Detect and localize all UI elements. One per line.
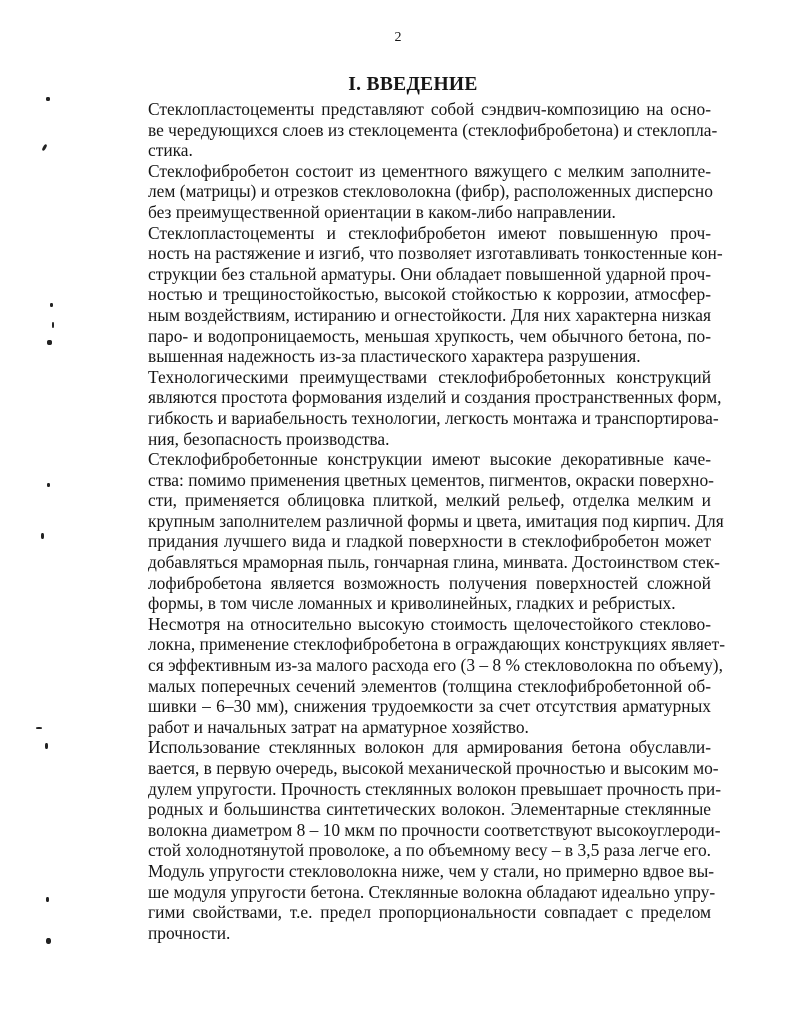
text-line: являются простота формования изделий и создания пространственных форм, [148,387,722,408]
text-line: лофибробетона является возможность получения поверхностей сложной [148,572,711,593]
page-number: 2 [394,30,402,45]
text-line: Несмотря на относительно высокую стоимость щелочестойкого стеклово- [148,613,711,634]
scan-speck [46,897,49,902]
text-line: Использование стеклянных волокон для армирования бетона обуславли- [148,737,711,758]
text-line: сти, применяется облицовка плиткой, мелкий рельеф, отделка мелким и [148,490,711,511]
text-line: придания лучшего вида и гладкой поверхности в стеклофибробетон может [148,531,711,552]
text-line: Стеклопластоцементы и стеклофибробетон имеют повышенную проч- [148,222,711,243]
scan-speck [46,97,50,101]
text-line: формы, в том числе ломанных и криволинейных, гладких и ребристых. [148,593,676,614]
text-line: ным воздействиям, истиранию и огнестойкости. Для них характерна низкая [148,304,711,325]
text-line: работ и начальных затрат на арматурное хозяйство. [148,716,529,737]
text-line: ве чередующихся слоев из стеклоцемента (стеклофибробетона) и стеклопла- [148,119,718,140]
text-line: лем (матрицы) и отрезков стекловолокна (фибр), расположенных дисперсно [148,181,713,202]
text-line: вышенная надежность из-за пластического характера разрушения. [148,346,641,367]
scan-speck [50,303,53,307]
text-line: ся эффективным из-за малого расхода его (3 – 8 % стекловолокна по объему), [148,655,723,676]
text-line: гибкость и вариабельность технологии, легкость монтажа и транспортирова- [148,407,719,428]
text-line: ше модуля упругости бетона. Стеклянные волокна обладают идеально упру- [148,881,716,902]
scan-speck [47,340,52,345]
text-line: родных и большинства синтетических волокон. Элементарные стеклянные [148,799,711,820]
scan-speck [36,727,42,729]
text-line: ностью и трещиностойкостью, высокой стойкостью к коррозии, атмосфер- [148,284,711,305]
scan-speck [41,144,47,152]
text-line: дулем упругости. Прочность стеклянных волокон превышает прочность при- [148,778,721,799]
text-line: Технологическими преимуществами стеклофибробетонных конструкций [148,366,711,387]
text-line: стой холоднотянутой проволоке, а по объемному весу – в 3,5 раза легче его. [148,840,711,861]
text-line: ства: помимо применения цветных цементов, пигментов, окраски поверхно- [148,469,714,490]
paragraph [115,222,723,367]
text-line: добавляться мраморная пыль, гончарная глина, минвата. Достоинством стек- [148,552,720,573]
paragraph [115,161,711,223]
text-line: струкции без стальной арматуры. Они обладает повышенной ударной проч- [148,263,711,284]
text-line: без преимущественной ориентации в каком-либо направлении. [148,201,616,222]
text-line: гими свойствами, т.е. предел пропорциональности совпадает с пределом [148,902,711,923]
paragraph [115,737,721,943]
text-line: ния, безопасность производства. [148,428,390,449]
text-line: крупным заполнителем различной формы и цвета, имитация под кирпич. Для [148,510,724,531]
scan-speck [52,322,54,328]
text-line: шивки – 6–30 мм), снижения трудоемкости за счет отсутствия арматурных [148,696,711,717]
paragraph [115,613,725,738]
text-line: Стеклофибробетон состоит из цементного вяжущего с мелким заполните- [148,160,711,181]
scan-speck [41,533,44,539]
section-title: I. ВВЕДЕНИЕ [348,74,478,95]
text-line: локна, применение стеклофибробетона в ограждающих конструкциях являет- [148,634,725,655]
scan-speck [47,483,50,487]
text-line: прочности. [148,922,231,943]
paragraph [115,99,718,161]
text-line: вается, в первую очередь, высокой механической прочностью и высоким мо- [148,758,719,778]
text-line: волокна диаметром 8 – 10 мкм по прочности соответствуют высокоуглероди- [148,819,721,840]
body-text [115,99,725,943]
text-line: паро- и водопроницаемость, меньшая хрупкость, чем обычного бетона, по- [148,325,711,346]
text-line: Модуль упругости стекловолокна ниже, чем у стали, но примерно вдвое вы- [148,860,715,881]
text-line: ность на растяжение и изгиб, что позволяет изготавливать тонкостенные кон- [148,243,723,264]
paragraph [115,449,724,614]
paragraph [115,366,722,449]
text-line: Стеклофибробетонные конструкции имеют высокие декоративные каче- [148,449,711,470]
scan-speck [45,743,48,749]
text-line: стика. [148,140,193,161]
scan-speck [46,938,51,944]
text-line: Стеклопластоцементы представляют собой сэндвич-композицию на осно- [148,99,711,119]
text-line: малых поперечных сечений элементов (толщина стеклофибробетонной об- [148,675,711,696]
